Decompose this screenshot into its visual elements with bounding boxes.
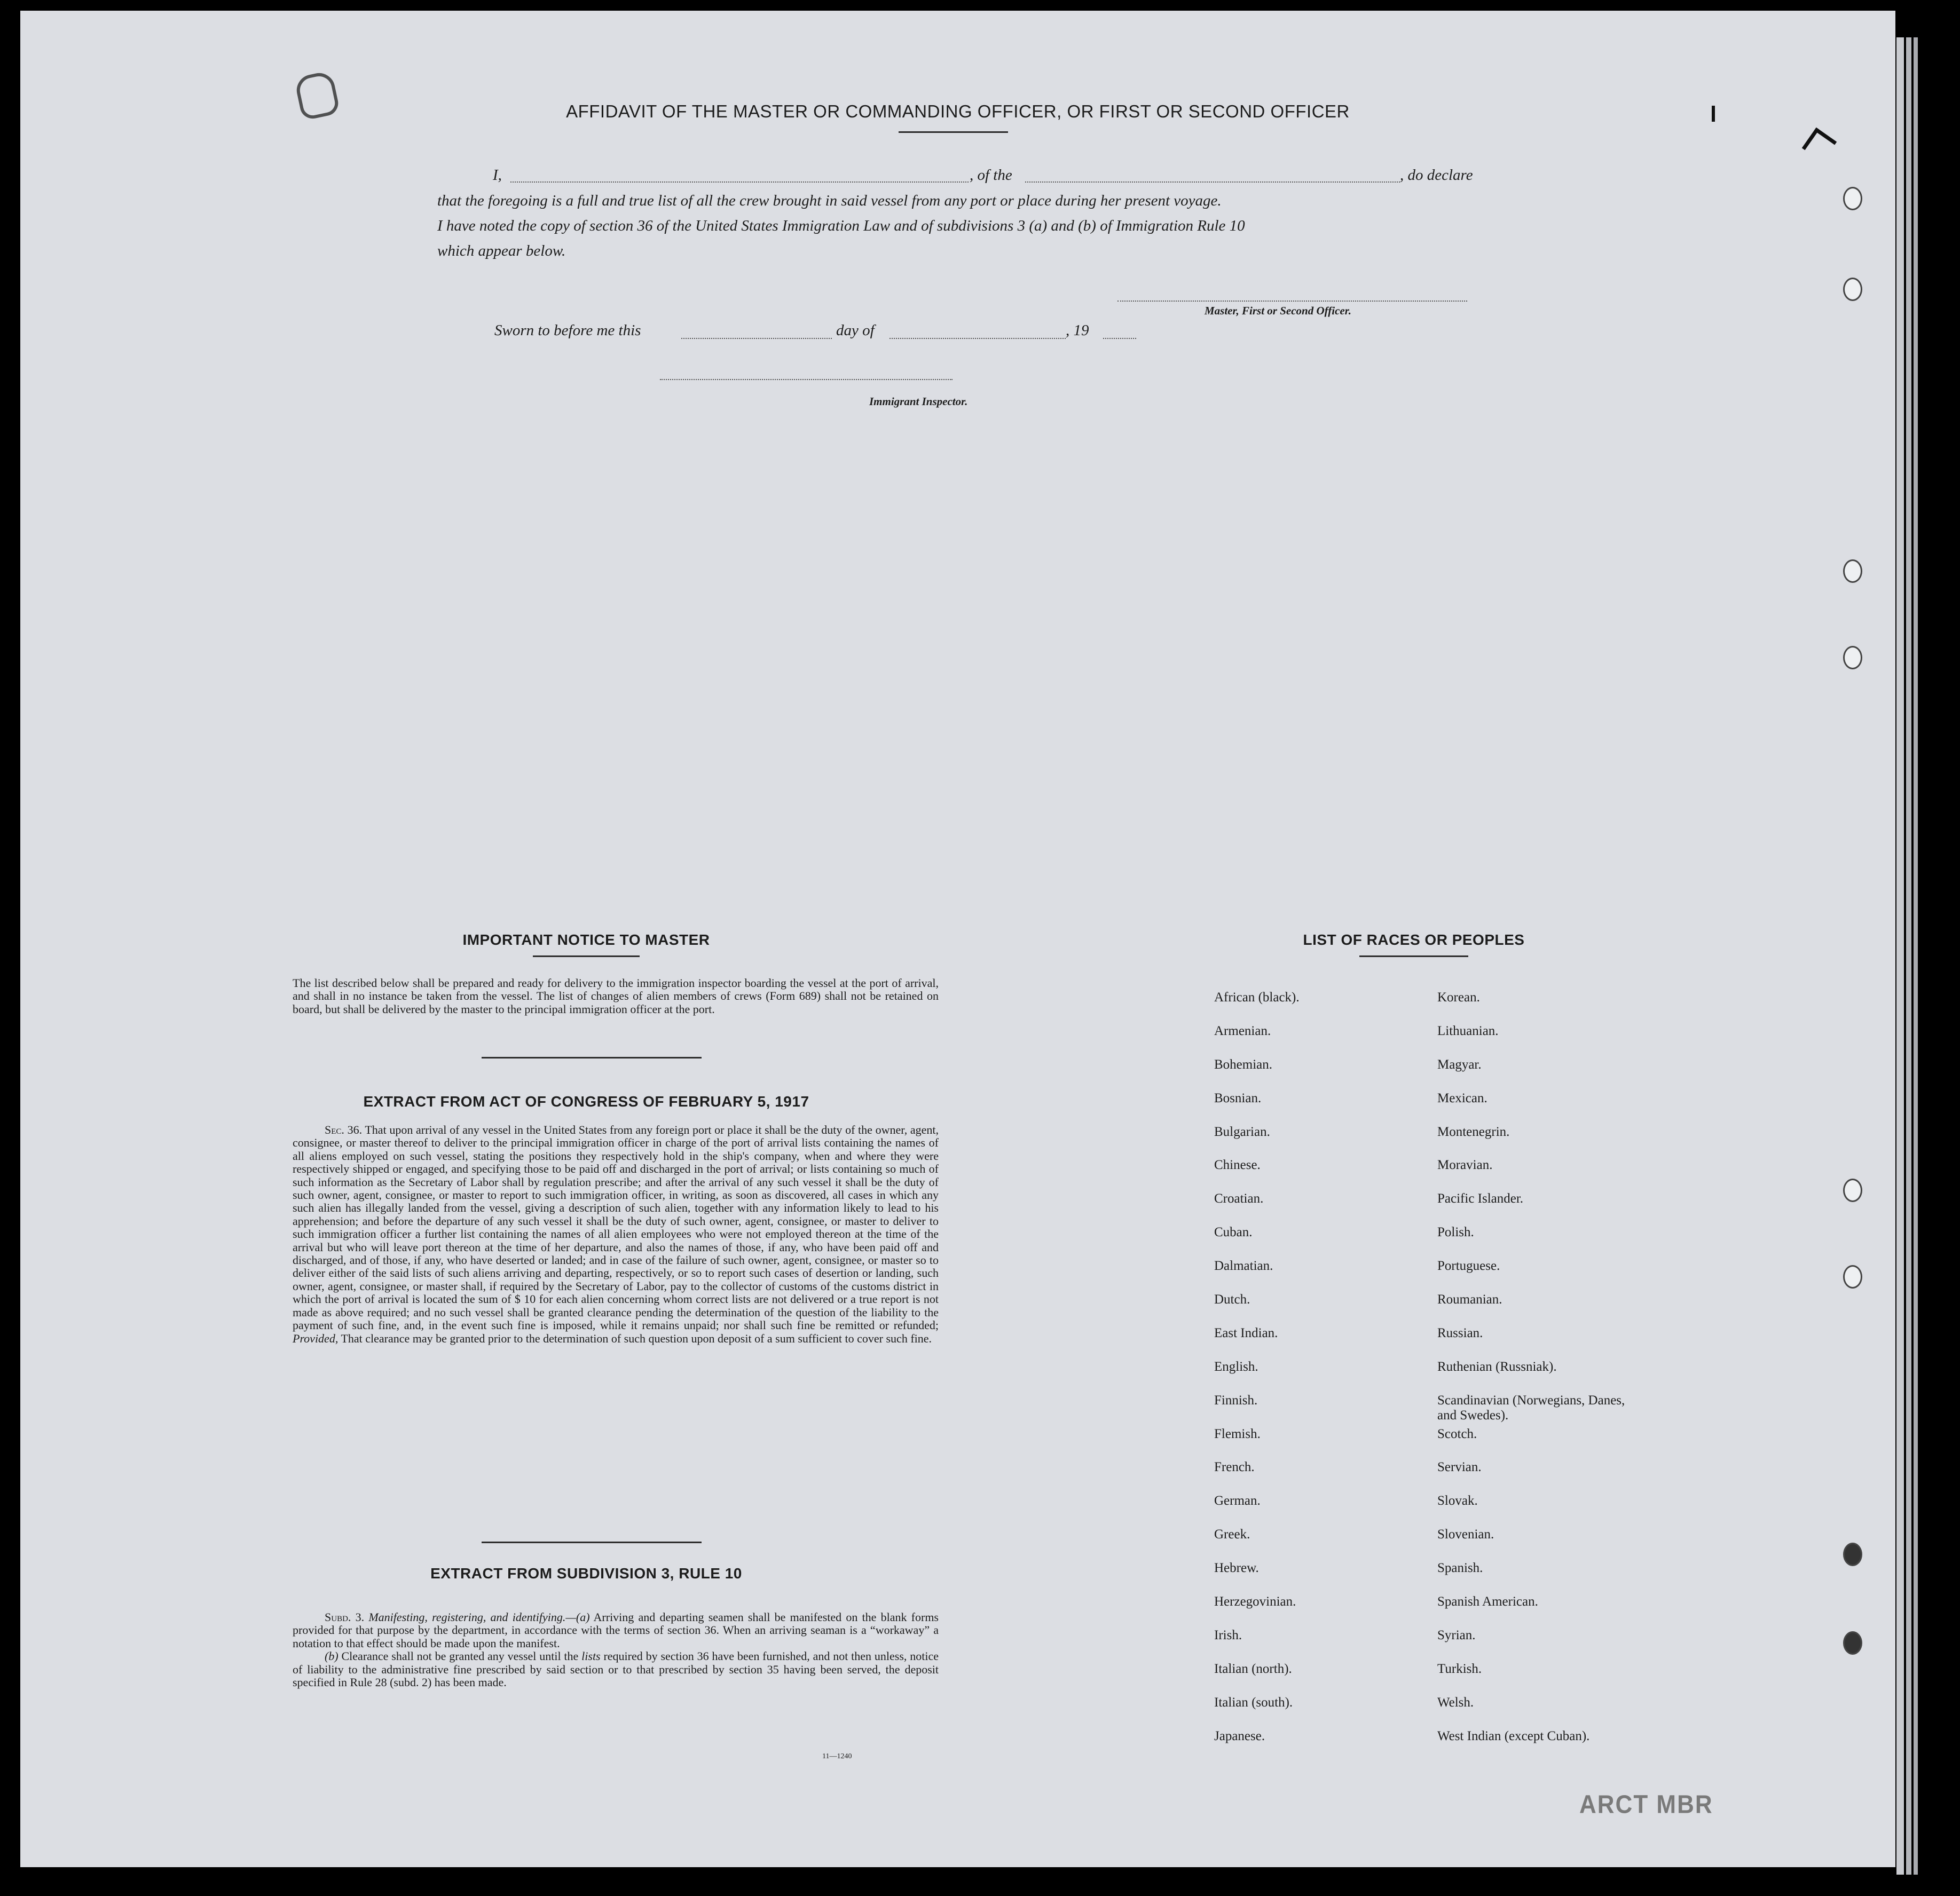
race-item: Cuban.: [1214, 1225, 1253, 1240]
race-item: Russian.: [1437, 1325, 1483, 1340]
race-item: Ruthenian (Russniak).: [1437, 1359, 1557, 1374]
binder-hole: [1843, 1543, 1862, 1566]
title-underline: [899, 131, 1008, 133]
stacked-sheet-edge: [1906, 37, 1911, 1875]
race-item: Lithuanian.: [1437, 1023, 1499, 1038]
vessel-name-field[interactable]: [1025, 181, 1400, 183]
race-item: French.: [1214, 1460, 1255, 1475]
rule10-text: [293, 1611, 939, 1689]
races-left-column: [1214, 990, 1300, 1762]
rule10-title: EXTRACT FROM SUBDIVISION 3, RULE 10: [430, 1565, 742, 1582]
race-item: Moravian.: [1437, 1158, 1493, 1173]
sworn-month-field[interactable]: [890, 338, 1066, 339]
race-item: Syrian.: [1437, 1628, 1476, 1642]
sworn-year-prefix: , 19: [1066, 322, 1089, 339]
race-item: Chinese.: [1214, 1158, 1261, 1173]
race-item: German.: [1214, 1494, 1261, 1508]
master-signature-field[interactable]: [1117, 301, 1467, 302]
race-item: Slovenian.: [1437, 1527, 1494, 1542]
race-item: African (black).: [1214, 990, 1300, 1005]
rule10-para-b-2: required by section 36 have been furnished, and not then unless, notice of liability to the administrative fine prescribed by said section or to that prescribed by section 35 having been served, the deposit specified in Rule 28 (subd. 2) has been made.: [293, 1649, 939, 1689]
act-proviso-text: That clearance may be granted prior to the determination of such question upon deposit of a sum sufficient to cover such fine.: [341, 1331, 932, 1345]
binder-hole: [1843, 646, 1862, 669]
race-item: Dalmatian.: [1214, 1259, 1273, 1274]
race-item: English.: [1214, 1359, 1258, 1374]
master-signature-caption: Master, First or Second Officer.: [1205, 304, 1351, 317]
rule10-b-label: (b): [325, 1649, 339, 1663]
act-proviso-word: Provided,: [293, 1331, 339, 1345]
inspector-caption: Immigrant Inspector.: [869, 395, 968, 408]
race-item: Spanish.: [1437, 1561, 1483, 1576]
race-item: Italian (south).: [1214, 1695, 1293, 1710]
affidavit-title: AFFIDAVIT OF THE MASTER OR COMMANDING OFFICER, OR FIRST OR SECOND OFFICER: [566, 101, 1350, 121]
race-item: Scotch.: [1437, 1426, 1477, 1441]
race-item: Welsh.: [1437, 1695, 1474, 1710]
inspector-signature-field[interactable]: [660, 379, 953, 380]
race-item: Pacific Islander.: [1437, 1191, 1524, 1206]
race-item: Armenian.: [1214, 1023, 1271, 1038]
handwritten-mark: [1802, 128, 1837, 162]
binder-hole: [1843, 1179, 1862, 1202]
rule10-para-a: Arriving and departing seamen shall be manifested on the blank forms provided for that purpose by the department, in accordance with the terms of section 36. When an arriving seaman is a “workaway” a notation to that effect should be made upon the manifest.: [293, 1610, 939, 1650]
form-sheet: [20, 11, 1895, 1867]
race-item: Dutch.: [1214, 1292, 1250, 1307]
race-item: Bohemian.: [1214, 1057, 1273, 1072]
race-item: Turkish.: [1437, 1661, 1482, 1676]
race-item: Croatian.: [1214, 1191, 1264, 1206]
form-number: 11—1240: [822, 1752, 852, 1760]
section-divider: [482, 1057, 702, 1058]
binder-hole: [1843, 187, 1862, 210]
race-item: East Indian.: [1214, 1325, 1278, 1340]
race-item: Bosnian.: [1214, 1091, 1262, 1105]
stacked-sheet-edge: [1896, 37, 1904, 1875]
race-item: Flemish.: [1214, 1426, 1261, 1441]
race-item: Hebrew.: [1214, 1561, 1259, 1576]
races-title: LIST OF RACES OR PEOPLES: [1303, 931, 1525, 948]
officer-name-field[interactable]: [510, 181, 969, 183]
archive-stamp: ARCT MBR: [1579, 1790, 1713, 1819]
sworn-day-field[interactable]: [681, 338, 832, 339]
races-right-column: [1437, 990, 1640, 1762]
affidavit-do-declare: , do declare: [1400, 167, 1473, 184]
race-item: Mexican.: [1437, 1091, 1487, 1105]
affidavit-line-4: which appear below.: [437, 242, 566, 259]
binder-hole: [1843, 278, 1862, 301]
affidavit-line-3: I have noted the copy of section 36 of the United States Immigration Law and of subdivisions 3 (a) and (b) of Immigration Rule 10: [437, 217, 1245, 234]
act-title: EXTRACT FROM ACT OF CONGRESS OF FEBRUARY 5, 1917: [363, 1093, 809, 1110]
race-item: Irish.: [1214, 1628, 1242, 1642]
binder-hole: [1843, 559, 1862, 583]
races-underline: [1359, 955, 1468, 957]
act-body: That upon arrival of any vessel in the United States from any foreign port or place it shall be the duty of the owner, agent, consignee, or master thereof to deliver to the principal immigration officer in charge of the port of arrival lists containing the names of all aliens employed on such vessel, stating the positions they respectively hold in the ship's company, when and where they were respectively shipped or engaged, and specifying those to be paid off and discharged in the port of arrival; or lists containing so much of such information as the Secretary of Labor shall by regulation prescribe; and after the arrival of any such vessel it shall be the duty of such owner, agent, consignee, or master to report to such immigration officer, in writing, as soon as discovered, all cases in which any such alien has illegally landed from the vessel, giving a description of such alien, together with any information likely to lead to his apprehension; and before the departure of any such vessel it shall be the duty of such owner, agent, consignee, or master to deliver to such immigration officer a further list containing the names of all alien employees who were not employed thereon at the time of the arrival but who will leave port thereon at the time of her departure, and also the names of those, if any, who have been paid off and discharged, and of those, if any, who have deserted or landed; and in case of the failure of such owner, agent, consignee, or master so to deliver either of the said lists of such aliens arriving and departing, respectively, or so to report such cases of desertion or landing, such owner, agent, consignee, or master shall, if required by the Secretary of Labor, pay to the collector of customs of the customs district in which the port of arrival is located the sum of $ 10 for each alien concerning whom correct lists are not delivered or a true report is not made as above required; and no such vessel shall be granted clearance pending the determination of the question of the liability to the payment of such fine, and, in the event such fine is imposed, while it remains unpaid; nor shall such fine be remitted or refunded;: [293, 1123, 939, 1332]
sworn-prefix: Sworn to before me this: [494, 322, 641, 339]
race-item: Slovak.: [1437, 1494, 1478, 1508]
race-item: Bulgarian.: [1214, 1124, 1270, 1139]
binder-hole: [1843, 1265, 1862, 1289]
race-item: Polish.: [1437, 1225, 1474, 1240]
rule10-heading: Manifesting, registering, and identifying.—(a): [368, 1610, 590, 1624]
notice-underline: [533, 955, 640, 957]
notice-title: IMPORTANT NOTICE TO MASTER: [462, 931, 710, 948]
rule10-subd-label: Subd. 3.: [325, 1610, 365, 1624]
rule10-para-b-1: Clearance shall not be granted any vessel until the: [341, 1649, 579, 1663]
sworn-year-field[interactable]: [1103, 338, 1136, 339]
act-section-label: Sec. 36.: [325, 1123, 363, 1136]
race-item: Herzegovinian.: [1214, 1594, 1296, 1609]
race-item: Montenegrin.: [1437, 1124, 1510, 1139]
race-item: Portuguese.: [1437, 1259, 1500, 1274]
race-item: Scandinavian (Norwegians, Danes, and Swedes).: [1437, 1393, 1625, 1423]
race-item: Roumanian.: [1437, 1292, 1502, 1307]
race-item: Servian.: [1437, 1460, 1482, 1475]
binder-hole: [1843, 1631, 1862, 1655]
race-item: Italian (north).: [1214, 1661, 1292, 1676]
affidavit-of-the: , of the: [970, 167, 1012, 184]
race-item: Magyar.: [1437, 1057, 1482, 1072]
sworn-day-of: day of: [836, 322, 875, 339]
race-item: Greek.: [1214, 1527, 1250, 1542]
race-item: Korean.: [1437, 990, 1480, 1005]
act-text: [293, 1124, 939, 1345]
race-item: Finnish.: [1214, 1393, 1258, 1408]
race-item: West Indian (except Cuban).: [1437, 1728, 1590, 1743]
stacked-sheet-edge: [1914, 37, 1918, 1875]
affidavit-line-2: that the foregoing is a full and true list of all the crew brought in said vessel from any port or place during her present voyage.: [437, 192, 1222, 209]
race-item: Japanese.: [1214, 1728, 1265, 1743]
notice-text: The list described below shall be prepared and ready for delivery to the immigration inspector boarding the vessel at the port of arrival, and shall in no instance be taken from the vessel. The list of changes of alien members of crews (Form 689) shall not be retained on board, but shall be delivered by the master to the principal immigration officer at the port.: [293, 976, 939, 1016]
section-divider: [482, 1542, 702, 1543]
race-item: Spanish American.: [1437, 1594, 1538, 1609]
affidavit-declare-i: I,: [493, 167, 502, 184]
rule10-para-b-lists: lists: [581, 1649, 601, 1663]
